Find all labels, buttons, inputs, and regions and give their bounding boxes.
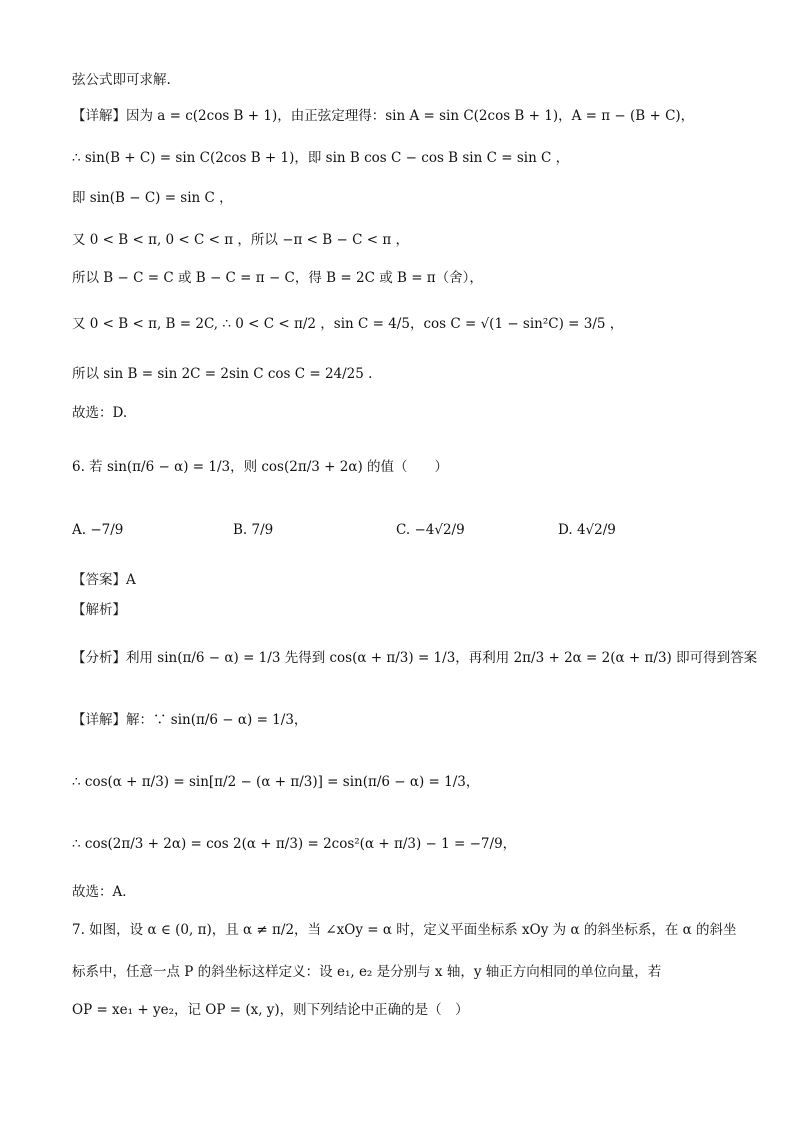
text-line: ∴ cos(α + π/3) = sin[π/2 − (α + π/3)] = sin(π/6 − α) = 1/3， <box>72 774 480 790</box>
text-line: OP = xe₁ + ye₂，记 OP = (x, y)，则下列结论中正确的是（ ） <box>72 1002 469 1018</box>
text-line: 故选：D. <box>72 405 128 421</box>
question-7-stem: 7. 如图，设 α ∈ (0, π)，且 α ≠ π/2，当 ∠xOy = α 时，定义平面坐标系 xOy 为 α 的斜坐标系，在 α 的斜坐 <box>72 922 737 938</box>
option-a <box>72 522 123 538</box>
text-line: 又 0 < B < π, B = 2C, ∴ 0 < C < π/2 ，sin C = 4/5，cos C = √(1 − sin²C) = 3/5 ， <box>72 316 624 332</box>
answer-label: 【答案】A <box>72 572 136 588</box>
text-line: 所以 sin B = sin 2C = 2sin C cos C = 24/25 . <box>72 366 373 382</box>
text-line: 【详解】解：∵ sin(π/6 − α) = 1/3， <box>72 712 308 728</box>
text-line: ∴ sin(B + C) = sin C(2cos B + 1)，即 sin B cos C − cos B sin C = sin C ， <box>72 150 570 166</box>
text-line: 标系中，任意一点 P 的斜坐标这样定义：设 e₁, e₂ 是分别与 x 轴，y 轴正方向相同的单位向量，若 <box>72 964 662 980</box>
text-line: 故选：A． <box>72 884 136 900</box>
option-value: −7/9 <box>90 522 124 538</box>
option-value: 7/9 <box>251 522 274 538</box>
text-line: 即 sin(B − C) = sin C ， <box>72 190 233 206</box>
text-line: 【分析】利用 sin(π/6 − α) = 1/3 先得到 cos(α + π/3) = 1/3，再利用 2π/3 + 2α = 2(α + π/3) 即可得到答案 <box>72 650 758 666</box>
text-line: ∴ cos(2π/3 + 2α) = cos 2(α + π/3) = 2cos²(α + π/3) − 1 = −7/9， <box>72 836 517 852</box>
option-value: 4√2/9 <box>576 522 616 538</box>
option-label: D. <box>558 522 573 538</box>
question-6-stem: 6. 若 sin(π/6 − α) = 1/3，则 cos(2π/3 + 2α) 的值（ ） <box>72 459 449 475</box>
text-line: 所以 B − C = C 或 B − C = π − C，得 B = 2C 或 B = π（舍）， <box>72 270 483 286</box>
option-c <box>396 522 465 538</box>
option-b <box>233 522 273 538</box>
text-line: 弦公式即可求解. <box>72 72 171 88</box>
option-value: −4√2/9 <box>414 522 465 538</box>
text-line: 【详解】因为 a = c(2cos B + 1)，由正弦定理得：sin A = sin C(2cos B + 1)，A = π − (B + C)， <box>72 108 695 124</box>
analysis-label: 【解析】 <box>72 602 126 618</box>
option-label: B. <box>233 522 248 538</box>
option-label: A. <box>72 522 87 538</box>
option-d <box>558 522 616 538</box>
option-label: C. <box>396 522 411 538</box>
text-line: 又 0 < B < π, 0 < C < π ，所以 −π < B − C < π ， <box>72 232 409 248</box>
